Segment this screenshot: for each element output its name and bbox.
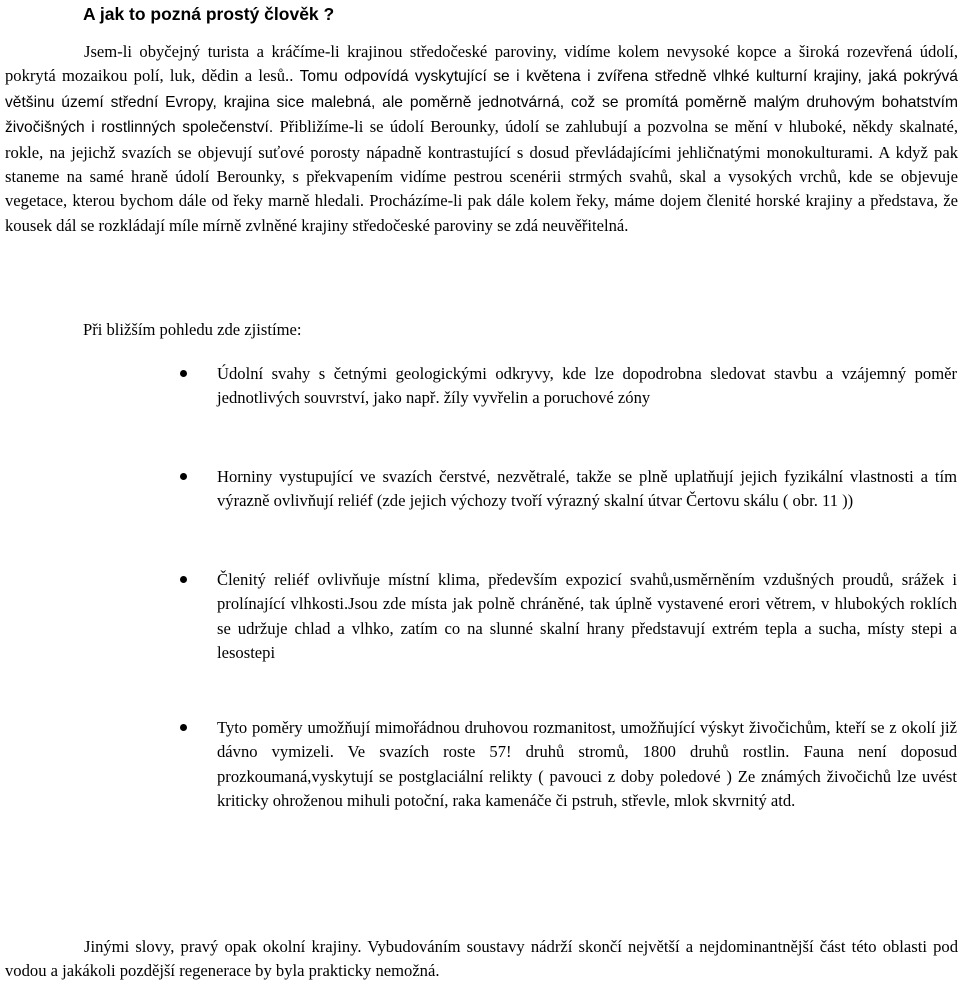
- list-item: [217, 568, 957, 666]
- bullet-icon: [180, 724, 187, 731]
- list-item: [217, 716, 957, 814]
- intro-paragraph: [5, 40, 958, 238]
- list-item-text: Tyto poměry umožňují mimořádnou druhovou rozmanitost, umožňující výskyt živočichům, kteří se z okolí již dávno vymizeli. Ve svazích roste 57! druhů stromů, 1800 druhů rostlin. Fauna není doposud prozkoumaná,vyskytují se postglaciální relikty ( pavouci z doby poledové ) Ze známých živočichů lze uvést kriticky ohroženou mihuli potoční, raka kamenáče či pstruh, střevle, mlok skvrnitý atd.: [217, 718, 957, 811]
- list-item-text: Horniny vystupující ve svazích čerstvé, nezvětralé, takže se plně uplatňují jejich fyzikální vlastnosti a tím výrazně ovlivňují reliéf (zde jejich výchozy tvoří výrazný skalní útvar Čertovu skálu ( obr. 11 )): [217, 467, 957, 511]
- list-item-text: Členitý reliéf ovlivňuje místní klima, především expozicí svahů,usměrněním vzdušných proudů, srážek i prolínající vlhkosti.Jsou zde místa jak polně chráněné, tak úplně vystavené erori větrem, v hlubokých roklích se udržuje chlad a vlhko, zatím co na slunné skalní hrany představují extrém tepla a sucha, místy stepi a lesostepi: [217, 570, 957, 663]
- lead-sentence: Při bližším pohledu zde zjistíme:: [83, 320, 302, 339]
- section-heading: A jak to pozná prostý člověk ?: [83, 4, 335, 24]
- closing-text: Jinými slovy, pravý opak okolní krajiny. Vybudováním soustavy nádrží skončí největší a nejdominantnější část této oblasti pod vodou a jakákoli pozdější regenerace by byla prakticky nemožná.: [5, 937, 958, 981]
- list-item: [217, 465, 957, 514]
- intro-text-part3: Přibližíme-li se údolí Berounky, údolí se zahlubují a pozvolna se mění v hluboké, někdy skalnaté, rokle, na jejichž svazích se objevují suťové porosty nápadně kontrastující s dosud převládajícími jehličnatými monokulturami. A když pak staneme na samé hraně údolí Berounky, s překvapením vidíme pestrou scenérii strmých svahů, skal a vysokých vrchů, kde se objevuje vegetace, kterou bychom dále od řeky marně hledali. Procházíme-li pak dále kolem řeky, máme dojem členité horské krajiny a představa, že kousek dál se rozkládají míle mírně zvlněné krajiny středočeské paroviny se zdá neuvěřitelná.: [5, 117, 958, 235]
- bullet-icon: [180, 473, 187, 480]
- closing-paragraph: [5, 935, 958, 984]
- bullet-icon: [180, 576, 187, 583]
- intro-text-part1: Jsem-li obyčejný turista a kráčíme-li krajinou středočeské paroviny, vidíme kolem nevysoké kopce a široká rozevřená údolí, pokrytá mozaikou polí, luk, dědin a lesů..: [5, 42, 958, 86]
- bullet-icon: [180, 370, 187, 377]
- intro-text-part2: Tomu odpovídá vyskytující se i květena i zvířena středně vlhké kulturní krajiny, jaká pokrývá většinu území střední Evropy, krajina sice malebná, ale poměrně jednotvárná, což se promítá poměrně malým druhovým bohatstvím živočišných i rostlinných společenství.: [5, 68, 958, 137]
- list-item: [217, 362, 957, 411]
- list-item-text: Údolní svahy s četnými geologickými odkryvy, kde lze dopodrobna sledovat stavbu a vzájemný poměr jednotlivých souvrství, jako např. žíly vyvřelin a poruchové zóny: [217, 364, 957, 408]
